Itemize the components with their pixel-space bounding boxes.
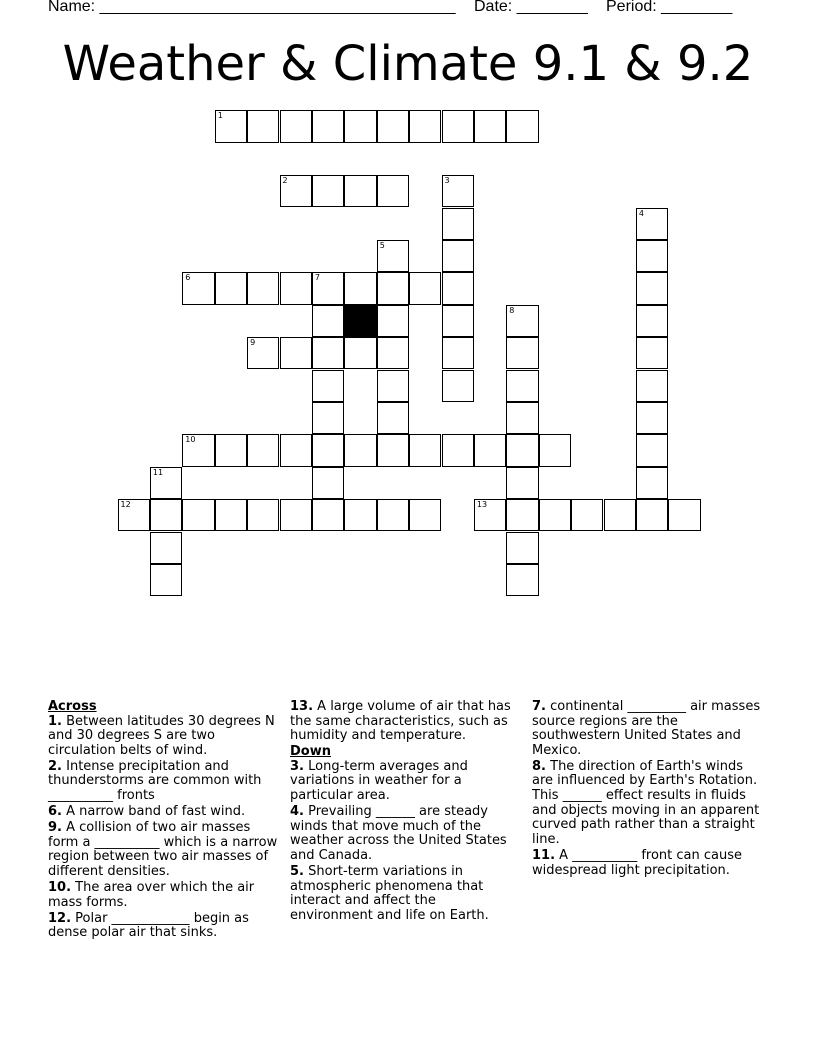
- cell-number: 3: [444, 176, 450, 186]
- grid-cell[interactable]: [442, 110, 474, 142]
- grid-cell[interactable]: [312, 499, 344, 531]
- grid-cell[interactable]: [182, 499, 214, 531]
- grid-cell[interactable]: [409, 499, 441, 531]
- clue-across-2: 2. Intense precipitation and thunderstorms are common with __________ fronts: [48, 758, 262, 804]
- grid-cell[interactable]: [215, 110, 247, 142]
- grid-cell[interactable]: [506, 110, 538, 142]
- across-heading: Across: [48, 699, 97, 714]
- grid-cell[interactable]: [312, 370, 344, 402]
- grid-cell[interactable]: [377, 499, 409, 531]
- grid-cell[interactable]: [247, 499, 279, 531]
- clue-across-9: 9. A collision of two air masses form a __________ which is a narrow region between two air masses of different densities.: [48, 820, 278, 880]
- grid-cell[interactable]: [409, 434, 441, 466]
- period-field[interactable]: Period: ________: [606, 0, 733, 15]
- cell-number: 10: [185, 435, 196, 445]
- grid-cell[interactable]: [312, 402, 344, 434]
- grid-cell[interactable]: [442, 434, 474, 466]
- grid-cell[interactable]: [604, 499, 636, 531]
- grid-cell[interactable]: [539, 434, 571, 466]
- grid-cell[interactable]: [506, 532, 538, 564]
- grid-cell[interactable]: [636, 370, 668, 402]
- grid-cell[interactable]: [377, 402, 409, 434]
- cell-number: 11: [152, 467, 164, 477]
- grid-cell[interactable]: [312, 175, 344, 207]
- grid-cell[interactable]: [636, 402, 668, 434]
- grid-cell[interactable]: [247, 337, 279, 369]
- clues-column-2: [290, 700, 522, 925]
- grid-cell[interactable]: [344, 499, 376, 531]
- clue-down-7: 7. continental _________ air masses source regions are the southwestern United States and Mexico.: [532, 699, 761, 758]
- name-field[interactable]: Name: ________________________________________: [48, 0, 456, 15]
- cell-number: 13: [476, 500, 488, 510]
- cell-number: 12: [120, 500, 131, 510]
- cell-number: 4: [638, 208, 644, 218]
- grid-cell[interactable]: [280, 272, 312, 304]
- grid-cell[interactable]: [377, 434, 409, 466]
- grid-cell[interactable]: [668, 499, 700, 531]
- grid-cell[interactable]: [182, 272, 214, 304]
- clues-column-3: [532, 700, 764, 880]
- grid-cell[interactable]: [312, 110, 344, 142]
- grid-cell[interactable]: [442, 305, 474, 337]
- grid-cell[interactable]: [150, 499, 182, 531]
- grid-cell[interactable]: [474, 499, 506, 531]
- grid-cell[interactable]: [474, 434, 506, 466]
- clue-down-3: 3. Long-term averages and variations in weather for a particular area.: [290, 758, 468, 804]
- clues-section: [48, 700, 768, 980]
- grid-cell[interactable]: [409, 272, 441, 304]
- clues-column-1: [48, 700, 280, 943]
- clue-down-8: 8. The direction of Earth's winds are influenced by Earth's Rotation. This ______ effect results in fluids and objects moving in an apparent curved path rather than a straight line.: [532, 758, 760, 847]
- grid-cell[interactable]: [442, 175, 474, 207]
- grid-cell[interactable]: [636, 434, 668, 466]
- grid-cell[interactable]: [506, 305, 538, 337]
- grid-cell[interactable]: [377, 272, 409, 304]
- clue-across-13: 13. A large volume of air that has the same characteristics, such as humidity and temperature.: [290, 699, 511, 744]
- grid-cell[interactable]: [506, 467, 538, 499]
- cell-number: 9: [250, 338, 256, 348]
- grid-cell[interactable]: [344, 175, 376, 207]
- clue-across-10: 10. The area over which the air mass forms.: [48, 880, 255, 910]
- clue-across-6: 6. A narrow band of fast wind.: [48, 804, 246, 820]
- grid-block: [344, 305, 376, 337]
- clue-down-5: 5. Short-term variations in atmospheric phenomena that interact and affect the environment and life on Earth.: [290, 864, 489, 923]
- cell-number: 8: [509, 305, 515, 315]
- grid-cell[interactable]: [150, 467, 182, 499]
- grid-cell[interactable]: [506, 337, 538, 369]
- grid-cell[interactable]: [312, 305, 344, 337]
- cell-number: 7: [314, 273, 320, 283]
- cell-number: 5: [379, 240, 385, 250]
- grid-cell[interactable]: [312, 467, 344, 499]
- clue-across-1: 1. Between latitudes 30 degrees N and 30 degrees S are two circulation belts of wind.: [48, 713, 275, 758]
- grid-cell[interactable]: [247, 272, 279, 304]
- grid-cell[interactable]: [280, 434, 312, 466]
- cell-number: 6: [185, 273, 191, 283]
- grid-cell[interactable]: [539, 499, 571, 531]
- grid-cell[interactable]: [280, 499, 312, 531]
- grid-cell[interactable]: [506, 564, 538, 596]
- grid-cell[interactable]: [247, 434, 279, 466]
- clue-down-4: 4. Prevailing ______ are steady winds that move much of the weather across the United States and Canada.: [290, 804, 507, 863]
- grid-cell[interactable]: [312, 272, 344, 304]
- grid-cell[interactable]: [312, 434, 344, 466]
- grid-cell[interactable]: [442, 240, 474, 272]
- grid-cell[interactable]: [344, 110, 376, 142]
- grid-cell[interactable]: [377, 175, 409, 207]
- clue-down-11: 11. A __________ front can cause widespread light precipitation.: [532, 847, 742, 878]
- date-field[interactable]: Date: ________: [474, 0, 588, 15]
- grid-cell[interactable]: [377, 110, 409, 142]
- grid-cell[interactable]: [474, 110, 506, 142]
- grid-cell[interactable]: [506, 499, 538, 531]
- cell-number: 1: [217, 111, 223, 121]
- grid-cell[interactable]: [636, 208, 668, 240]
- grid-cell[interactable]: [344, 434, 376, 466]
- grid-cell[interactable]: [344, 337, 376, 369]
- grid-cell[interactable]: [215, 434, 247, 466]
- grid-cell[interactable]: [280, 337, 312, 369]
- grid-cell[interactable]: [377, 337, 409, 369]
- grid-cell[interactable]: [312, 337, 344, 369]
- grid-cell[interactable]: [506, 402, 538, 434]
- grid-cell[interactable]: [636, 337, 668, 369]
- clue-across-12: 12. Polar ____________ begin as dense polar air that sinks.: [48, 910, 249, 941]
- grid-cell[interactable]: [442, 370, 474, 402]
- grid-cell[interactable]: [150, 564, 182, 596]
- grid-cell[interactable]: [442, 337, 474, 369]
- grid-cell[interactable]: [442, 208, 474, 240]
- grid-cell[interactable]: [215, 499, 247, 531]
- down-heading: Down: [290, 744, 331, 760]
- grid-cell[interactable]: [636, 467, 668, 499]
- grid-cell[interactable]: [182, 434, 214, 466]
- grid-cell[interactable]: [247, 110, 279, 142]
- grid-cell[interactable]: [344, 272, 376, 304]
- cell-number: 2: [282, 176, 288, 186]
- grid-cell[interactable]: [636, 499, 668, 531]
- grid-cell[interactable]: [442, 272, 474, 304]
- grid-cell[interactable]: [150, 532, 182, 564]
- grid-cell[interactable]: [636, 240, 668, 272]
- page-title: Weather & Climate 9.1 & 9.2: [62, 36, 754, 92]
- grid-cell[interactable]: [280, 110, 312, 142]
- grid-cell[interactable]: [636, 272, 668, 304]
- grid-cell[interactable]: [215, 272, 247, 304]
- grid-cell[interactable]: [409, 110, 441, 142]
- grid-cell[interactable]: [506, 434, 538, 466]
- grid-cell[interactable]: [377, 305, 409, 337]
- grid-cell[interactable]: [506, 370, 538, 402]
- grid-cell[interactable]: [636, 305, 668, 337]
- grid-cell[interactable]: [118, 499, 150, 531]
- grid-cell[interactable]: [280, 175, 312, 207]
- grid-cell[interactable]: [377, 240, 409, 272]
- grid-cell[interactable]: [377, 370, 409, 402]
- grid-cell[interactable]: [571, 499, 603, 531]
